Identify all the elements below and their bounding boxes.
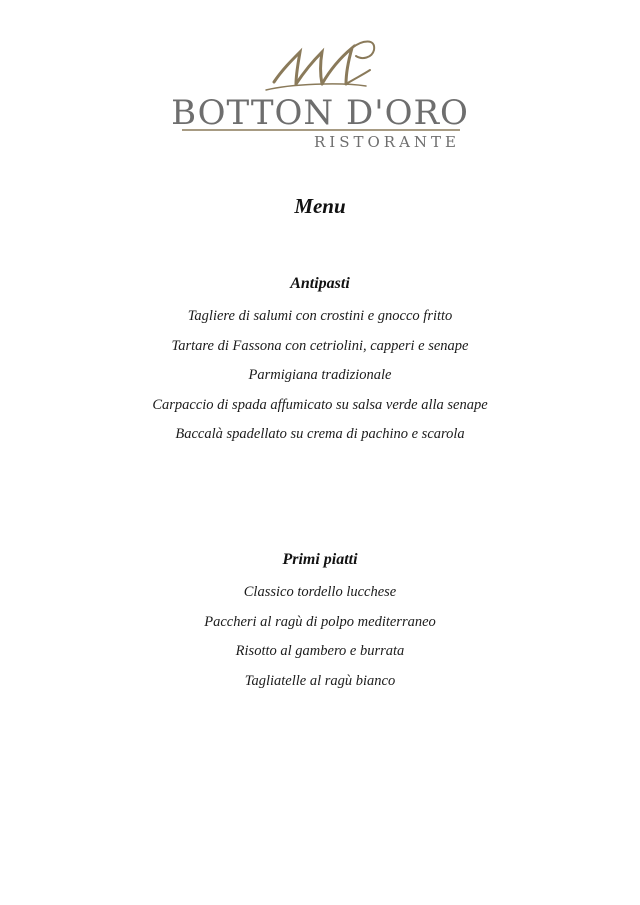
restaurant-logo bbox=[170, 30, 470, 160]
section-heading: Primi piatti bbox=[282, 551, 358, 568]
dish-item: Tagliatelle al ragù bianco bbox=[244, 672, 396, 689]
dish-item: Baccalà spadellato su crema di pachino e scarola bbox=[175, 426, 465, 442]
logo-monogram-icon bbox=[266, 42, 374, 91]
dish-item: Parmigiana tradizionale bbox=[248, 367, 392, 383]
menu-title: Menu bbox=[294, 194, 346, 218]
dish-item: Carpaccio di spada affumicato su salsa verde alla senape bbox=[152, 396, 488, 413]
logo-subtitle: RISTORANTE bbox=[313, 133, 460, 151]
dish-item: Paccheri al ragù di polpo mediterraneo bbox=[204, 613, 436, 630]
dish-item: Tartare di Fassona con cetriolini, capperi e senape bbox=[171, 337, 469, 354]
logo-name: BOTTON D'ORO bbox=[171, 93, 469, 133]
dish-item: Classico tordello lucchese bbox=[243, 584, 397, 600]
section-antipasti bbox=[0, 272, 640, 450]
section-primi-piatti bbox=[0, 548, 640, 696]
dish-item: Tagliere di salumi con crostini e gnocco fritto bbox=[187, 308, 453, 324]
dish-item: Risotto al gambero e burrata bbox=[235, 643, 405, 659]
logo-graphic bbox=[170, 30, 470, 160]
section-heading: Antipasti bbox=[290, 275, 350, 292]
